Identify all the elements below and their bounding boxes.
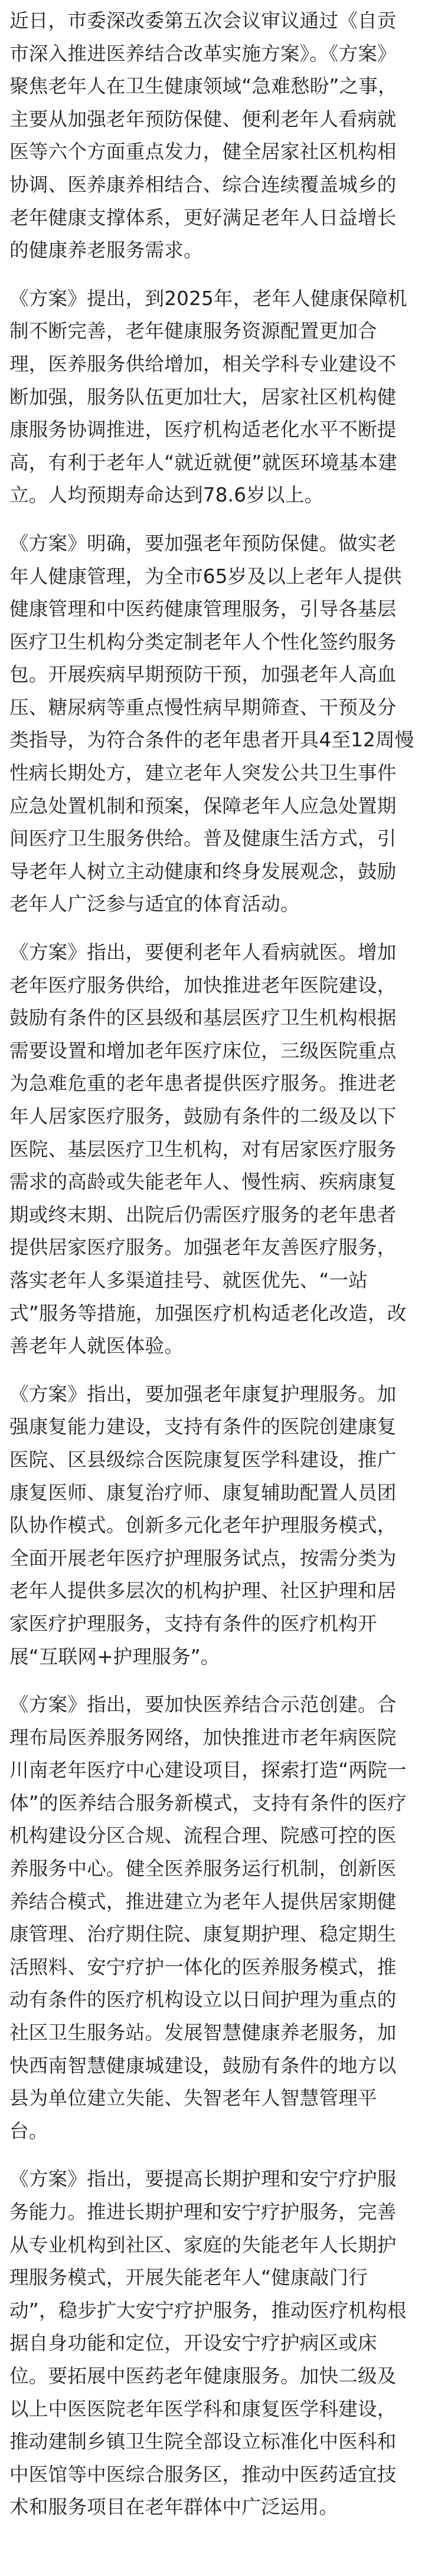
paragraph-goals-2025: 《方案》提出，到2025年，老年人健康保障机制不断完善，老年健康服务资源配置更加合理，医养服务供给增加，相关学科专业建设不断加强，服务队伍更加壮大，居家社区机构健康服务协调推进，医疗机构适老化水平不断提高，有利于老年人“就近就便”就医环境基本建立。人均预期寿命达到78.6岁以上。	[9, 287, 407, 507]
paragraph-integration-demo: 《方案》指出，要加快医养结合示范创建。合理布局医养服务网络，加快推进市老年病医院川南老年医疗中心建设项目，探索打造“两院一体”的医养结合服务新模式，支持有条件的医疗机构建设分区合规、流程合理、院感可控的医养服务中心。健全医养服务运行机制，创新医养结合模式，推进建立为老年人提供居家期健康管理、治疗期住院、康复期护理、稳定期生活照料、安宁疗护一体化的医养服务模式，推动有条件的医疗机构设立以日间护理为重点的社区卫生服务站。发展智慧健康养老服务，加快西南智慧健康城建设，鼓励有条件的地方以县为单位建立失能、失智老年人智慧管理平台。	[9, 1693, 407, 2142]
paragraph-intro: 近日，市委深改委第五次会议审议通过《自贡市深入推进医养结合改革实施方案》。《方案》聚焦老年人在卫生健康领域“急难愁盼”之事，主要从加强老年预防保健、便利老年人看病就医等六个方面重点发力，健全居家社区机构相协调、医养康养相结合、综合连续覆盖城乡的老年健康支撑体系，更好满足老年人日益增长的健康养老服务需求。	[9, 9, 397, 262]
paragraph-medical-access: 《方案》指出，要便利老年人看病就医。增加老年医疗服务供给，加快推进老年医院建设，鼓励有条件的区县级和基层医疗卫生机构根据需要设置和增加老年医疗床位，三级医院重点为急难危重的老年患者提供医疗服务。推进老年人居家医疗服务，鼓励有条件的二级及以下医院、基层医疗卫生机构，对有居家医疗服务需求的高龄或失能老年人、慢性病、疾病康复期或终末期、出院后仍需医疗服务的老年患者提供居家医疗服务。加强老年友善医疗服务，落实老年人多渠道挂号、就医优先、“一站式”服务等措施，加强医疗机构适老化改造，改善老年人就医体验。	[9, 941, 407, 1358]
paragraph-rehab-nursing: 《方案》指出，要加强老年康复护理服务。加强康复能力建设，支持有条件的医院创建康复医院、区县级综合医院康复医学科建设，推广康复医师、康复治疗师、康复辅助配置人员团队协作模式。创新多元化老年护理服务模式，全面开展老年医疗护理服务试点，按需分类为老年人提供多层次的机构护理、社区护理和居家医疗护理服务，支持有条件的医疗机构开展“互联网+护理服务”。	[9, 1382, 397, 1668]
paragraph-preventive-care: 《方案》明确，要加强老年预防保健。做实老年人健康管理，为全市65岁及以上老年人提供健康管理和中医药健康管理服务，引导各基层医疗卫生机构分类定制老年人个性化签约服务包。开展疾病早期预防干预，加强老年人高血压、糖尿病等重点慢性病早期筛查、干预及分类指导，为符合条件的老年患者开具4至12周慢性病长期处方，建立老年人突发公共卫生事件应急处置机制和预案，保障老年人应急处置期间医疗卫生服务供给。普及健康生活方式，引导老年人树立主动健康和终身发展观念，鼓励老年人广泛参与适宜的体育活动。	[9, 532, 414, 916]
paragraph-long-term-care: 《方案》指出，要提高长期护理和安宁疗护服务能力。推进长期护理和安宁疗护服务，完善从专业机构到社区、家庭的失能老年人长期护理服务模式，开展失能老年人“健康敲门行动”，稳步扩大安宁疗护服务，推动医疗机构根据自身功能和定位，开设安宁疗护病区或床位。要拓展中医药老年健康服务。加快二级及以上中医医院老年医学科和康复医学科建设，推动建制乡镇卫生院全部设立标准化中医科和中医馆等中医综合服务区，推动中医药适宜技术和服务项目在老年群体中广泛运用。	[9, 2168, 407, 2519]
